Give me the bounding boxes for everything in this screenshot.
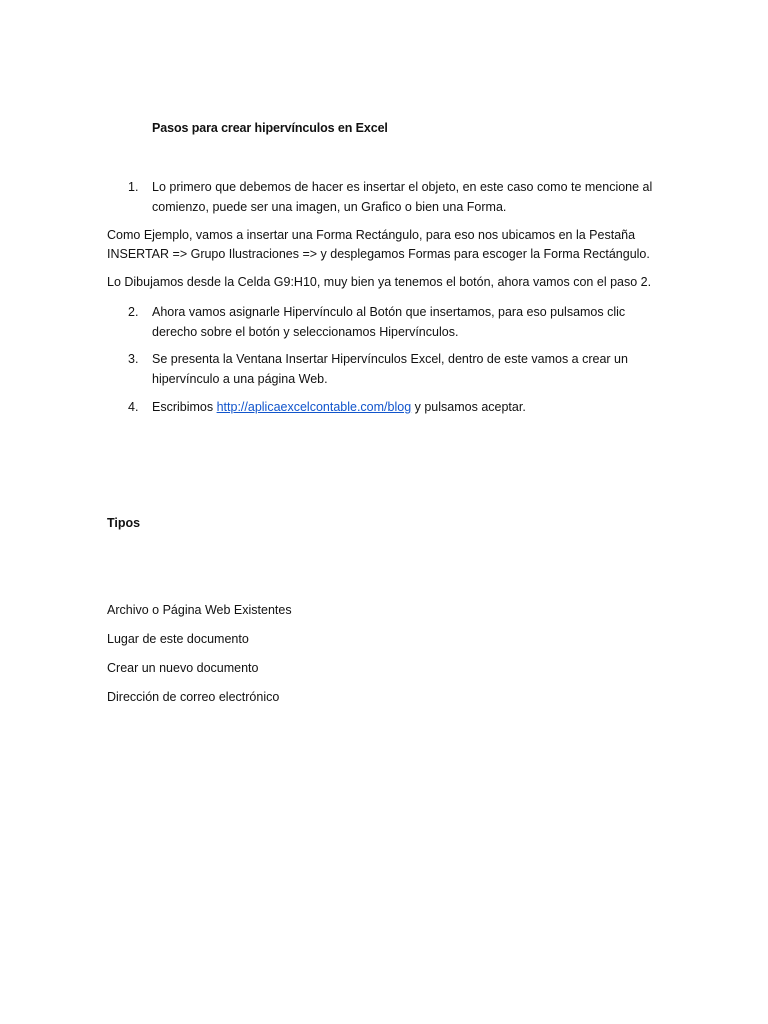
step-3-line-2: hipervínculo a una página Web.	[152, 371, 328, 386]
step-4-number: 4.	[128, 400, 139, 414]
step-3-line-1: Se presenta la Ventana Insertar Hipervínculos Excel, dentro de este vamos a crear un	[152, 352, 628, 366]
step-4-line	[152, 398, 672, 418]
step-2-line-1: Ahora vamos asignarle Hipervínculo al Botón que insertamos, para eso pulsamos clic	[152, 305, 626, 319]
type-item-email-address: Dirección de correo electrónico	[107, 690, 280, 704]
step-2-text	[152, 303, 672, 342]
paragraph-example	[107, 226, 667, 264]
step-4-before-link: Escribimos	[152, 400, 217, 414]
paragraph-example-line-2: INSERTAR => Grupo Ilustraciones => y desplegamos Formas para escoger la Forma Rectángulo.	[107, 247, 650, 261]
step-3-number: 3.	[128, 352, 139, 366]
step-1-number: 1.	[128, 180, 139, 194]
type-item-existing-file: Archivo o Página Web Existentes	[107, 603, 292, 617]
blog-link[interactable]: http://aplicaexcelcontable.com/blog	[216, 400, 412, 414]
step-1-text	[152, 178, 672, 217]
paragraph-drawing	[107, 273, 667, 292]
document-title: Pasos para crear hipervínculos en Excel	[152, 121, 388, 135]
step-1-line-1: Lo primero que debemos de hacer es insertar el objeto, en este caso como te mencione al	[152, 180, 653, 194]
paragraph-example-line-1: Como Ejemplo, vamos a insertar una Forma Rectángulo, para eso nos ubicamos en la Pestaña	[107, 228, 636, 242]
step-4-text	[152, 398, 672, 418]
type-item-this-document: Lugar de este documento	[107, 632, 249, 646]
step-1-line-2: comienzo, puede ser una imagen, un Grafico o bien una Forma.	[152, 199, 507, 214]
types-heading: Tipos	[107, 516, 141, 530]
type-item-new-document: Crear un nuevo documento	[107, 661, 259, 675]
step-2-number: 2.	[128, 305, 139, 319]
step-3-text	[152, 350, 672, 389]
step-4-after-link: y pulsamos aceptar.	[411, 400, 526, 414]
paragraph-drawing-line: Lo Dibujamos desde la Celda G9:H10, muy bien ya tenemos el botón, ahora vamos con el paso 2.	[107, 275, 652, 289]
step-2-line-2: derecho sobre el botón y seleccionamos Hipervínculos.	[152, 324, 459, 339]
